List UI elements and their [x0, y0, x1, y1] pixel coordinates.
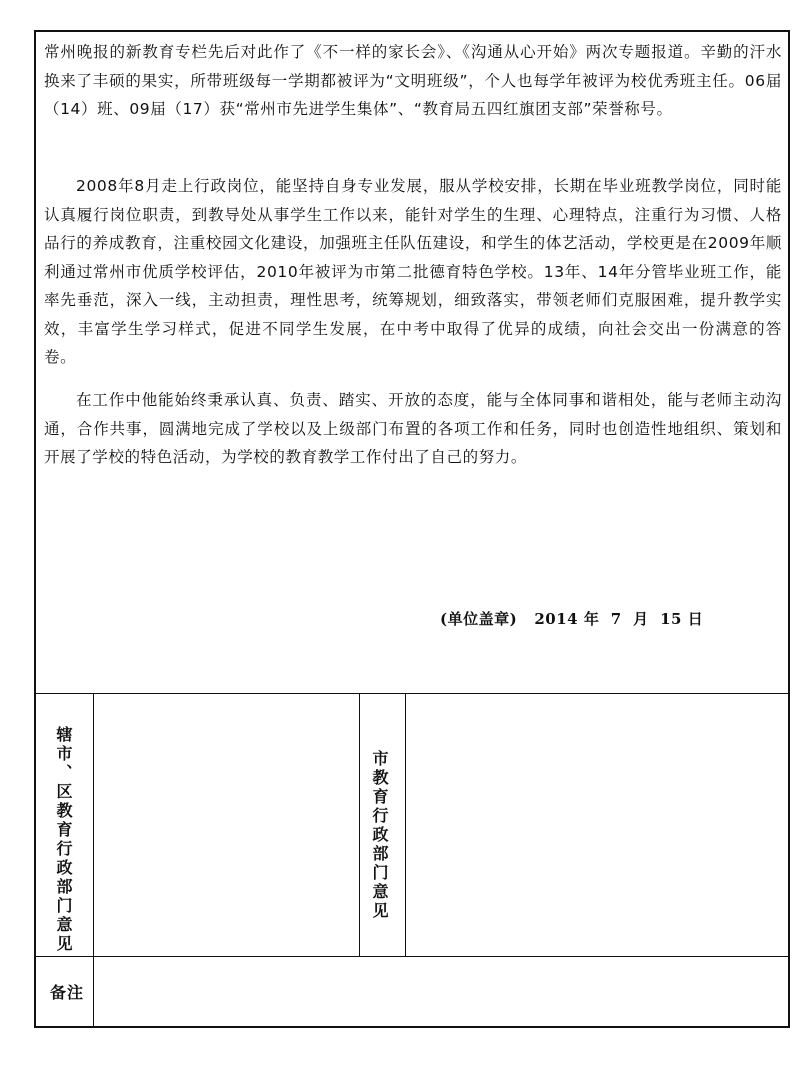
district-opinion-field[interactable]: [94, 694, 358, 955]
recommendation-content-cell: [36, 32, 788, 692]
remarks-label: 备注: [50, 983, 85, 1002]
paragraph-2: 2008年8月走上行政岗位，能坚持自身专业发展，服从学校安排，长期在毕业班教学岗位，同时能认真履行岗位职责，到教导处从事学生工作以来，能针对学生的生理、心理特点，注重行为习惯、人格品行的养成教育，注重校园文化建设，加强班主任队伍建设，和学生的体艺活动，学校更是在2009年顺利通过常州市优质学校评估，2010年被评为市第二批德育特色学校。13年、14年分管毕业班工作，能率先垂范，深入一线，主动担责，理性思考，统筹规划，细致落实，带领老师们克服困难，提升教学实效，丰富学生学习样式，促进不同学生发展，在中考中取得了优异的成绩，向社会交出一份满意的答卷。: [44, 177, 782, 366]
column-divider-middle: [359, 693, 360, 956]
city-opinion-field[interactable]: [406, 694, 788, 955]
paragraph-1: 常州晚报的新教育专栏先后对此作了《不一样的家长会》、《沟通从心开始》两次专题报道。辛勤的汗水换来了丰硕的果实，所带班级每一学期都被评为“文明班级”，个人也每学年被评为校优秀班主任。06届（14）班、09届（17）获“常州市先进学生集体”、“教育局五四红旗团支部”荣誉称号。: [44, 43, 782, 118]
paragraph-3: 在工作中他能始终秉承认真、负责、踏实、开放的态度，能与全体同事和谐相处，能与老师主动沟通，合作共事，圆满地完成了学校以及上级部门布置的各项工作和任务，同时也创造性地组织、策划和开展了学校的特色活动，为学校的教育教学工作付出了自己的努力。: [44, 391, 782, 466]
seal-date-line: (单位盖章) 2014 年 7 月 15 日: [440, 610, 704, 628]
city-opinion-label: 市教育行政部门意见: [370, 750, 389, 921]
form-table: [34, 30, 790, 1028]
remarks-field[interactable]: [94, 957, 788, 1026]
district-opinion-label: 辖市、区教育行政部门意见: [54, 726, 73, 954]
